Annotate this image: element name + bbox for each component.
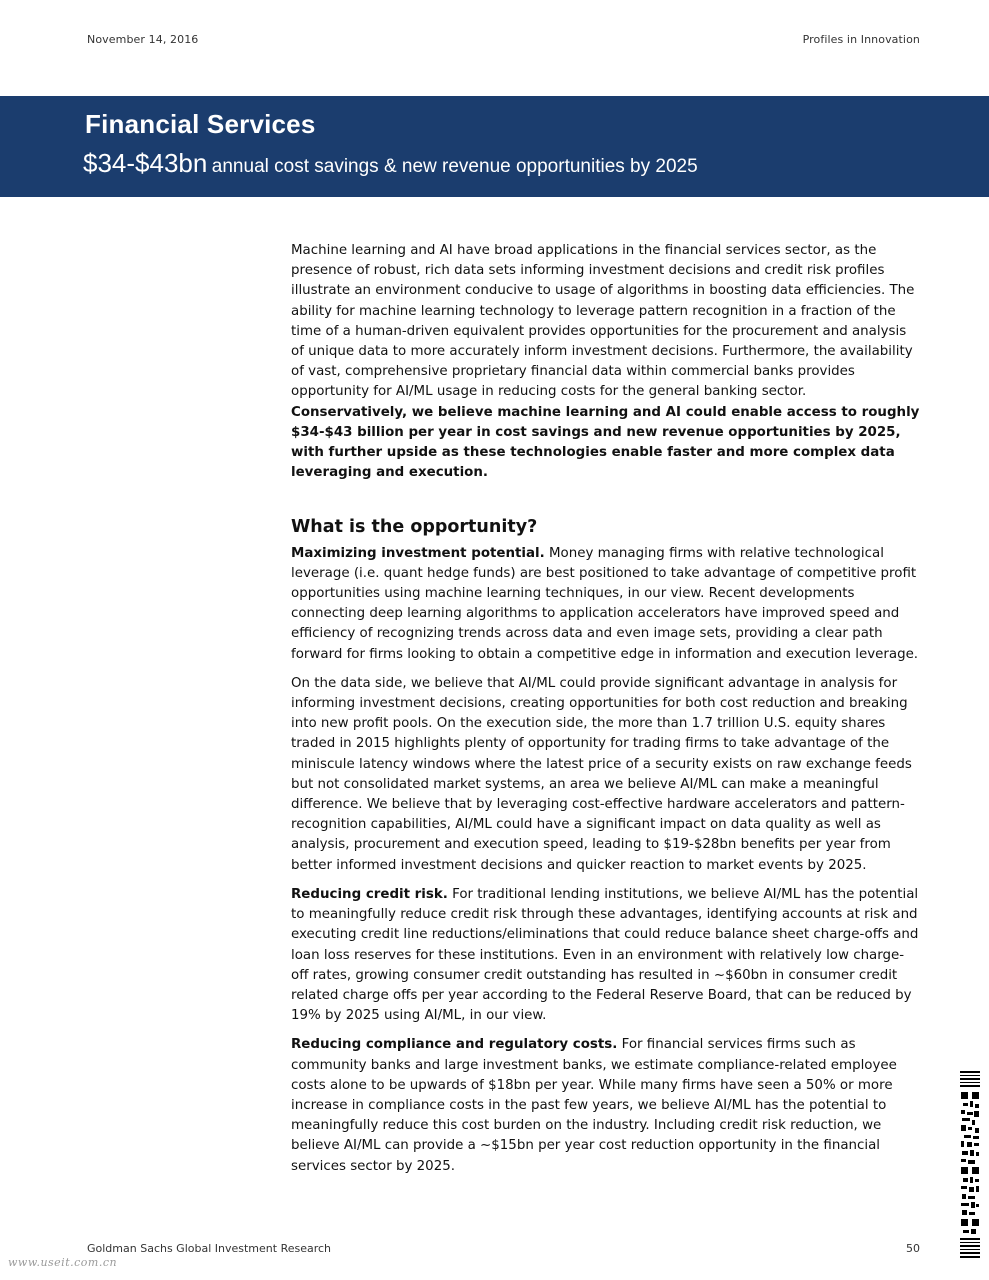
- section-heading: What is the opportunity?: [291, 517, 538, 538]
- header-series: Profiles in Innovation: [802, 33, 920, 46]
- footer-source: Goldman Sachs Global Investment Research: [87, 1242, 332, 1255]
- intro-text: Machine learning and AI have broad applications in the financial services sector, as the presence of robust, rich data sets informing investment decisions and credit risk profiles illustrate an environment conducive to usage of algorithms in boosting data efficiencies. The ability for machine learning technology to leverage pattern recognition in a fraction of the time of a human-driven equivalent provides opportunities for the procurement and analysis of unique data to more accurately inform investment decisions. Furthermore, the availability of vast, comprehensive proprietary financial data within commercial banks provides opportunity for AI/ML usage in reducing costs for the general banking sector.: [291, 243, 915, 400]
- paragraph-lead: Reducing compliance and regulatory costs.: [291, 1037, 618, 1053]
- qr-code-icon: [959, 1070, 981, 1260]
- intro-paragraph: [291, 241, 921, 483]
- paragraph-lead: Maximizing investment potential.: [291, 545, 545, 561]
- banner-subtitle: [83, 148, 698, 179]
- paragraph-text: Money managing firms with relative technological leverage (i.e. quant hedge funds) are best positioned to take advantage of competitive profit opportunities using machine learning techniques, in our view. Recent developments connecting deep learning algorithms to application accelerators have improved speed and efficiency of recognizing trends across data and even image sets, providing a clear path forward for firms looking to obtain a competitive edge in information and execution leverage.: [291, 545, 919, 662]
- banner-amount: $34-$43bn: [83, 148, 208, 178]
- paragraph-credit-risk: [291, 885, 921, 1026]
- paragraph-text: For traditional lending institutions, we believe AI/ML has the potential to meaningfully reduce credit risk through these advantages, identifying accounts at risk and executing credit line reductions/eliminations that could reduce balance sheet charge-offs and loan loss reserves for these institutions. Even in an environment with relatively low charge-off rates, growing consumer credit outstanding has resulted in ~$60bn in consumer credit related charge offs per year according to the Federal Reserve Board, that can be reduced by 19% by 2025 using AI/ML, in our view.: [291, 886, 919, 1024]
- main-content: [291, 241, 921, 1186]
- paragraph-investment: [291, 544, 921, 665]
- paragraph-compliance: [291, 1035, 921, 1176]
- page-number: 50: [906, 1242, 920, 1255]
- paragraph-text: For financial services firms such as community banks and large investment banks, we estimate compliance-related employee costs alone to be upwards of $18bn per year. While many firms have seen a 50% or more increase in compliance costs in the past few years, we believe AI/ML has the potential to meaningfully reduce this cost burden on the industry. Including credit risk reduction, we believe AI/ML can provide a ~$15bn per year cost reduction opportunity in the financial services sector by 2025.: [291, 1037, 897, 1174]
- paragraph-lead: Reducing credit risk.: [291, 886, 448, 902]
- watermark: www.useit.com.cn: [8, 1256, 118, 1269]
- banner-subtitle-text: annual cost savings & new revenue opportunities by 2025: [211, 156, 698, 177]
- header-date: November 14, 2016: [87, 33, 199, 46]
- paragraph-data-side: [291, 674, 921, 876]
- banner-title: Financial Services: [85, 109, 316, 139]
- intro-bold: Conservatively, we believe machine learning and AI could enable access to roughly $34-$43 billion per year in cost savings and new revenue opportunities by 2025, with further upside as these technologies enable faster and more complex data leveraging and execution.: [291, 404, 920, 481]
- title-banner: [0, 96, 989, 197]
- paragraph-text: On the data side, we believe that AI/ML could provide significant advantage in analysis for informing investment decisions, creating opportunities for both cost reduction and breaking into new profit pools. On the execution side, the more than 1.7 trillion U.S. equity shares traded in 2015 highlights plenty of opportunity for trading firms to take advantage of the miniscule latency windows where the latest price of a security exists on raw exchange feeds but not consolidated market systems, an area we believe AI/ML can make a meaningful difference. We believe that by leveraging cost-effective hardware accelerators and pattern-recognition capabilities, AI/ML could have a significant impact on data quality as well as analysis, procurement and execution speed, leading to $19-$28bn benefits per year from better informed investment decisions and quicker reaction to market events by 2025.: [291, 675, 912, 873]
